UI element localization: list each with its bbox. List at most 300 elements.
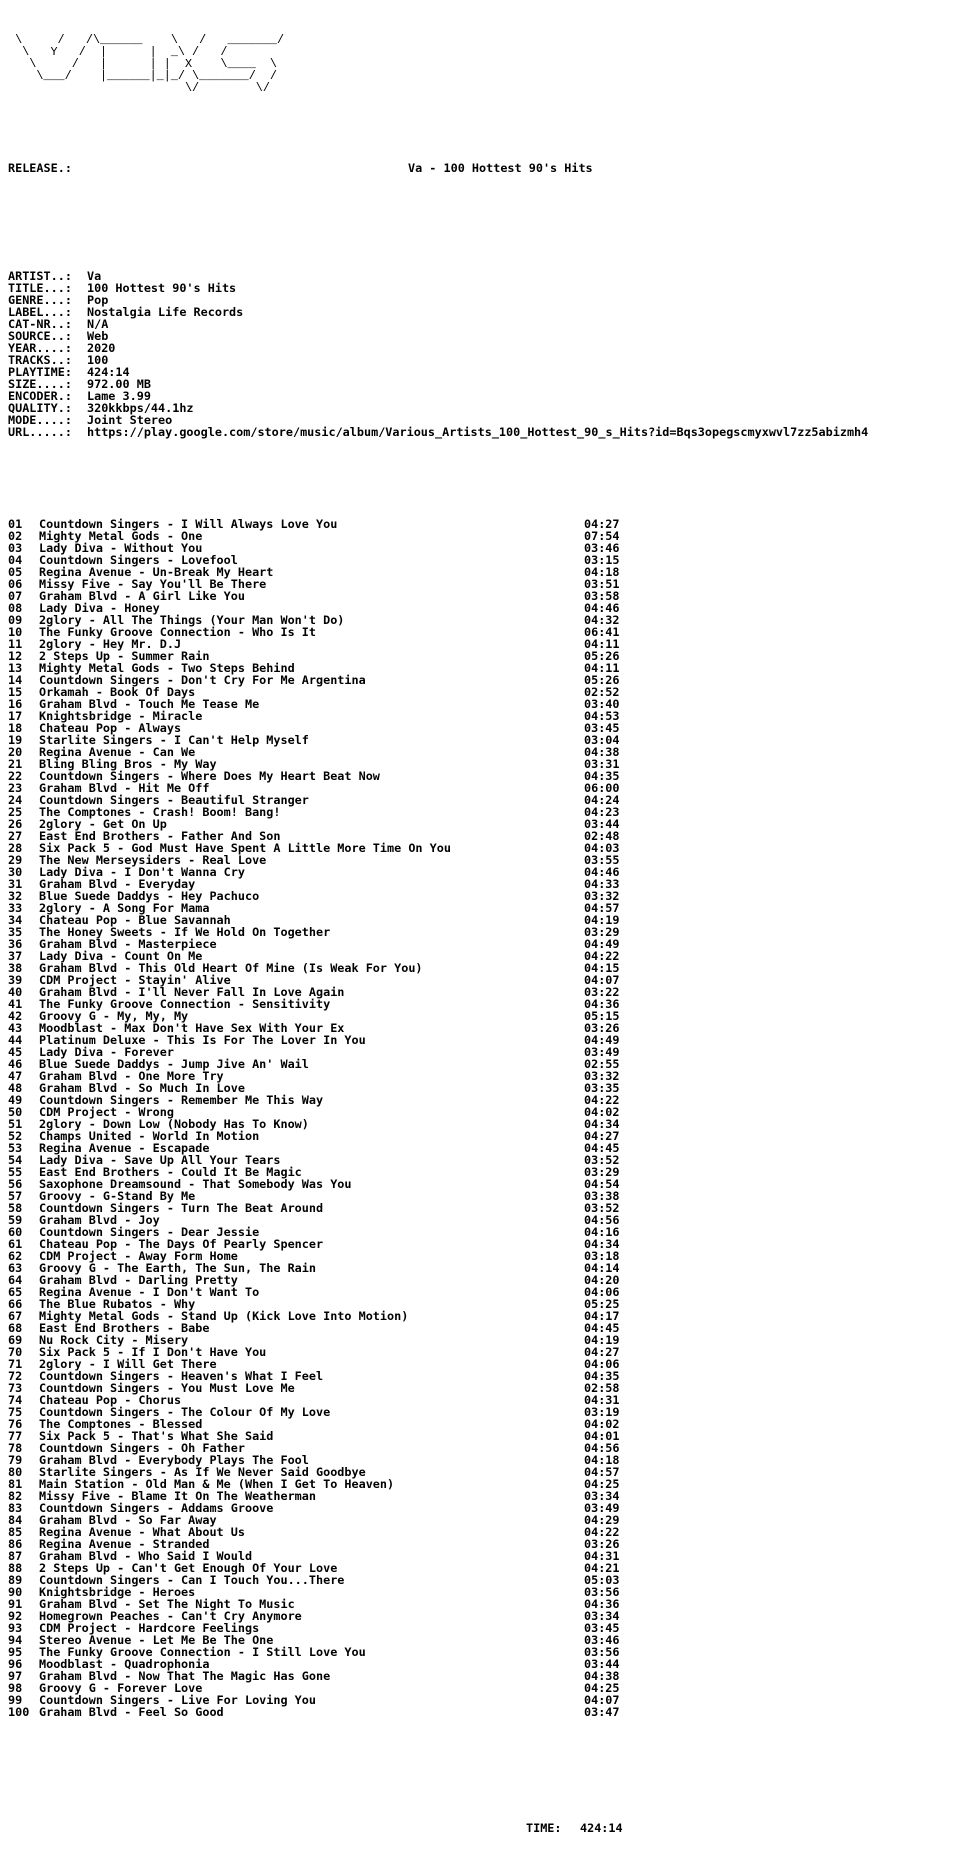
track-number: 08 xyxy=(8,601,23,615)
info-label: ENCODER.: xyxy=(8,389,72,403)
track-number: 29 xyxy=(8,853,23,867)
info-value: 100 xyxy=(87,353,109,367)
info-label: PLAYTIME: xyxy=(8,365,72,379)
track-title: Graham Blvd - I'll Never Fall In Love Again xyxy=(39,985,345,999)
track-duration: 04:01 xyxy=(584,1429,620,1443)
track-title: Countdown Singers - I Will Always Love You xyxy=(39,517,338,531)
info-row xyxy=(8,426,968,438)
track-number: 85 xyxy=(8,1525,23,1539)
track-duration: 02:55 xyxy=(584,1057,620,1071)
track-duration: 03:34 xyxy=(584,1609,620,1623)
track-number: 77 xyxy=(8,1429,23,1443)
track-duration: 06:41 xyxy=(584,625,620,639)
track-duration: 04:23 xyxy=(584,805,620,819)
info-row xyxy=(8,306,968,318)
track-duration: 05:26 xyxy=(584,673,620,687)
track-duration: 04:57 xyxy=(584,901,620,915)
track-title: Graham Blvd - A Girl Like You xyxy=(39,589,245,603)
track-duration: 04:19 xyxy=(584,1333,620,1347)
track-duration: 04:33 xyxy=(584,877,620,891)
total-time-value: 424:14 xyxy=(580,1821,623,1835)
track-number: 59 xyxy=(8,1213,23,1227)
track-duration: 03:45 xyxy=(584,1621,620,1635)
track-number: 53 xyxy=(8,1141,23,1155)
track-title: Countdown Singers - Beautiful Stranger xyxy=(39,793,309,807)
info-row xyxy=(8,342,968,354)
track-number: 72 xyxy=(8,1369,23,1383)
track-title: Chateau Pop - Chorus xyxy=(39,1393,182,1407)
track-duration: 04:03 xyxy=(584,841,620,855)
track-number: 86 xyxy=(8,1537,23,1551)
info-value: Pop xyxy=(87,293,109,307)
track-duration: 04:20 xyxy=(584,1273,620,1287)
track-duration: 03:49 xyxy=(584,1045,620,1059)
track-title: Bling Bling Bros - My Way xyxy=(39,757,217,771)
track-title: Six Pack 5 - That's What She Said xyxy=(39,1429,274,1443)
track-title: Graham Blvd - Who Said I Would xyxy=(39,1549,253,1563)
track-number: 79 xyxy=(8,1453,23,1467)
track-number: 19 xyxy=(8,733,23,747)
track-title: Orkamah - Book Of Days xyxy=(39,685,196,699)
track-number: 13 xyxy=(8,661,23,675)
track-title: Graham Blvd - Masterpiece xyxy=(39,937,217,951)
info-label: YEAR....: xyxy=(8,341,72,355)
track-duration: 03:47 xyxy=(584,1705,620,1719)
track-duration: 04:46 xyxy=(584,601,620,615)
track-title: Graham Blvd - One More Try xyxy=(39,1069,224,1083)
ascii-logo: \ / /\______ \ / _______/ \ Y / | | _\ / / \ / | | | X \____ \ \___/ |______|_|_/ \_______/ / \/ \/ xyxy=(15,34,285,94)
track-duration: 04:17 xyxy=(584,1309,620,1323)
track-title: Countdown Singers - Remember Me This Way xyxy=(39,1093,324,1107)
track-duration: 05:26 xyxy=(584,649,620,663)
track-duration: 04:36 xyxy=(584,997,620,1011)
track-title: Saxophone Dreamsound - That Somebody Was You xyxy=(39,1177,352,1191)
track-duration: 04:07 xyxy=(584,973,620,987)
total-time-line xyxy=(8,1822,968,1834)
track-title: The Blue Rubatos - Why xyxy=(39,1297,196,1311)
track-duration: 03:44 xyxy=(584,1657,620,1671)
release-label: RELEASE.: xyxy=(8,161,72,175)
track-duration: 03:38 xyxy=(584,1189,620,1203)
track-title: Countdown Singers - Heaven's What I Feel xyxy=(39,1369,324,1383)
track-duration: 04:35 xyxy=(584,769,620,783)
track-duration: 04:11 xyxy=(584,637,620,651)
track-duration: 03:18 xyxy=(584,1249,620,1263)
track-duration: 03:34 xyxy=(584,1489,620,1503)
track-duration: 02:52 xyxy=(584,685,620,699)
track-number: 49 xyxy=(8,1093,23,1107)
track-number: 74 xyxy=(8,1393,23,1407)
track-title: Regina Avenue - What About Us xyxy=(39,1525,245,1539)
track-number: 66 xyxy=(8,1297,23,1311)
track-number: 03 xyxy=(8,541,23,555)
track-title: Groovy G - My, My, My xyxy=(39,1009,189,1023)
track-title: Six Pack 5 - God Must Have Spent A Little More Time On You xyxy=(39,841,451,855)
info-row xyxy=(8,330,968,342)
track-duration: 04:15 xyxy=(584,961,620,975)
track-title: Regina Avenue - Stranded xyxy=(39,1537,210,1551)
track-title: Knightsbridge - Miracle xyxy=(39,709,203,723)
track-duration: 03:32 xyxy=(584,889,620,903)
track-number: 75 xyxy=(8,1405,23,1419)
track-title: 2glory - Hey Mr. D.J xyxy=(39,637,182,651)
track-title: Graham Blvd - Joy xyxy=(39,1213,160,1227)
track-duration: 04:27 xyxy=(584,517,620,531)
track-duration: 04:29 xyxy=(584,1513,620,1527)
track-duration: 05:15 xyxy=(584,1009,620,1023)
track-duration: 03:56 xyxy=(584,1585,620,1599)
track-title: 2glory - Get On Up xyxy=(39,817,167,831)
info-value: N/A xyxy=(87,317,109,331)
track-duration: 04:45 xyxy=(584,1321,620,1335)
track-number: 46 xyxy=(8,1057,23,1071)
track-title: Starlite Singers - As If We Never Said Goodbye xyxy=(39,1465,366,1479)
info-value: Va xyxy=(87,269,102,283)
track-title: Champs United - World In Motion xyxy=(39,1129,260,1143)
track-number: 69 xyxy=(8,1333,23,1347)
track-duration: 02:48 xyxy=(584,829,620,843)
info-label: LABEL...: xyxy=(8,305,72,319)
track-title: The New Merseysiders - Real Love xyxy=(39,853,267,867)
track-title: East End Brothers - Father And Son xyxy=(39,829,281,843)
track-number: 33 xyxy=(8,901,23,915)
info-row xyxy=(8,366,968,378)
track-duration: 04:38 xyxy=(584,1669,620,1683)
track-title: Countdown Singers - Live For Loving You xyxy=(39,1693,316,1707)
track-title: 2glory - All The Things (Your Man Won't Do) xyxy=(39,613,345,627)
track-number: 50 xyxy=(8,1105,23,1119)
track-title: Groovy G - The Earth, The Sun, The Rain xyxy=(39,1261,316,1275)
track-title: 2 Steps Up - Summer Rain xyxy=(39,649,210,663)
track-duration: 04:25 xyxy=(584,1681,620,1695)
track-title: The Funky Groove Connection - I Still Love You xyxy=(39,1645,366,1659)
info-row xyxy=(8,282,968,294)
track-number: 55 xyxy=(8,1165,23,1179)
track-title: 2 Steps Up - Can't Get Enough Of Your Love xyxy=(39,1561,338,1575)
track-number: 07 xyxy=(8,589,23,603)
track-duration: 03:04 xyxy=(584,733,620,747)
track-title: Chateau Pop - Blue Savannah xyxy=(39,913,231,927)
track-duration: 03:52 xyxy=(584,1201,620,1215)
info-label: QUALITY.: xyxy=(8,401,72,415)
track-title: Graham Blvd - Everybody Plays The Fool xyxy=(39,1453,309,1467)
track-title: Graham Blvd - Feel So Good xyxy=(39,1705,224,1719)
track-duration: 02:58 xyxy=(584,1381,620,1395)
track-title: Moodblast - Max Don't Have Sex With Your Ex xyxy=(39,1021,345,1035)
track-title: Lady Diva - Save Up All Your Tears xyxy=(39,1153,281,1167)
track-duration: 04:54 xyxy=(584,1177,620,1191)
track-title: Starlite Singers - I Can't Help Myself xyxy=(39,733,309,747)
track-title: Missy Five - Say You'll Be There xyxy=(39,577,267,591)
track-duration: 03:44 xyxy=(584,817,620,831)
track-duration: 03:45 xyxy=(584,721,620,735)
info-row xyxy=(8,378,968,390)
track-duration: 04:45 xyxy=(584,1141,620,1155)
track-duration: 04:22 xyxy=(584,1525,620,1539)
info-value: 2020 xyxy=(87,341,116,355)
track-list xyxy=(8,518,968,1718)
track-duration: 06:00 xyxy=(584,781,620,795)
track-number: 35 xyxy=(8,925,23,939)
track-number: 16 xyxy=(8,697,23,711)
track-number: 37 xyxy=(8,949,23,963)
track-title: Chateau Pop - The Days Of Pearly Spencer xyxy=(39,1237,324,1251)
track-duration: 04:07 xyxy=(584,1693,620,1707)
track-duration: 03:32 xyxy=(584,1069,620,1083)
track-number: 06 xyxy=(8,577,23,591)
track-duration: 05:03 xyxy=(584,1573,620,1587)
info-value: 100 Hottest 90's Hits xyxy=(87,281,237,295)
track-title: Moodblast - Quadrophonia xyxy=(39,1657,210,1671)
track-number: 32 xyxy=(8,889,23,903)
track-duration: 04:56 xyxy=(584,1213,620,1227)
track-title: Platinum Deluxe - This Is For The Lover In You xyxy=(39,1033,366,1047)
track-duration: 04:16 xyxy=(584,1225,620,1239)
track-number: 98 xyxy=(8,1681,23,1695)
track-duration: 03:49 xyxy=(584,1501,620,1515)
track-title: Nu Rock City - Misery xyxy=(39,1333,189,1347)
track-number: 63 xyxy=(8,1261,23,1275)
track-duration: 04:18 xyxy=(584,1453,620,1467)
track-title: Graham Blvd - Everyday xyxy=(39,877,196,891)
track-duration: 04:57 xyxy=(584,1465,620,1479)
track-duration: 05:25 xyxy=(584,1297,620,1311)
info-label: SIZE....: xyxy=(8,377,72,391)
release-info xyxy=(8,270,968,438)
track-title: The Comptones - Blessed xyxy=(39,1417,203,1431)
info-value: https://play.google.com/store/music/album/Various_Artists_100_Hottest_90_s_Hits?id=Bqs3opegscmyxwvl7zz5abizmh4 xyxy=(87,425,869,439)
track-number: 28 xyxy=(8,841,23,855)
track-number: 30 xyxy=(8,865,23,879)
track-title: Knightsbridge - Heroes xyxy=(39,1585,196,1599)
track-number: 42 xyxy=(8,1009,23,1023)
track-number: 93 xyxy=(8,1621,23,1635)
track-number: 34 xyxy=(8,913,23,927)
track-duration: 03:26 xyxy=(584,1021,620,1035)
track-number: 65 xyxy=(8,1285,23,1299)
track-number: 15 xyxy=(8,685,23,699)
track-title: Mighty Metal Gods - One xyxy=(39,529,203,543)
track-number: 25 xyxy=(8,805,23,819)
track-title: Graham Blvd - Touch Me Tease Me xyxy=(39,697,260,711)
track-title: Lady Diva - Forever xyxy=(39,1045,174,1059)
track-number: 92 xyxy=(8,1609,23,1623)
track-duration: 03:19 xyxy=(584,1405,620,1419)
info-row xyxy=(8,318,968,330)
track-title: 2glory - A Song For Mama xyxy=(39,901,210,915)
track-duration: 04:31 xyxy=(584,1393,620,1407)
track-duration: 03:26 xyxy=(584,1537,620,1551)
info-label: SOURCE..: xyxy=(8,329,72,343)
track-number: 11 xyxy=(8,637,23,651)
track-number: 84 xyxy=(8,1513,23,1527)
track-number: 38 xyxy=(8,961,23,975)
track-title: Graham Blvd - So Far Away xyxy=(39,1513,217,1527)
track-number: 24 xyxy=(8,793,23,807)
track-number: 99 xyxy=(8,1693,23,1707)
track-duration: 04:27 xyxy=(584,1129,620,1143)
track-title: Groovy - G-Stand By Me xyxy=(39,1189,196,1203)
info-value: Web xyxy=(87,329,109,343)
info-label: TRACKS..: xyxy=(8,353,72,367)
info-label: TITLE...: xyxy=(8,281,72,295)
track-number: 14 xyxy=(8,673,23,687)
track-duration: 03:31 xyxy=(584,757,620,771)
track-title: Graham Blvd - Set The Night To Music xyxy=(39,1597,295,1611)
track-number: 83 xyxy=(8,1501,23,1515)
track-title: Six Pack 5 - If I Don't Have You xyxy=(39,1345,267,1359)
track-title: Regina Avenue - Escapade xyxy=(39,1141,210,1155)
release-value: Va - 100 Hottest 90's Hits xyxy=(408,161,593,175)
track-number: 56 xyxy=(8,1177,23,1191)
track-title: Graham Blvd - This Old Heart Of Mine (Is Weak For You) xyxy=(39,961,423,975)
track-duration: 03:56 xyxy=(584,1645,620,1659)
track-duration: 04:34 xyxy=(584,1117,620,1131)
track-number: 22 xyxy=(8,769,23,783)
track-number: 31 xyxy=(8,877,23,891)
track-duration: 04:49 xyxy=(584,1033,620,1047)
track-number: 47 xyxy=(8,1069,23,1083)
track-duration: 03:52 xyxy=(584,1153,620,1167)
track-title: Countdown Singers - The Colour Of My Love xyxy=(39,1405,331,1419)
track-number: 64 xyxy=(8,1273,23,1287)
track-number: 05 xyxy=(8,565,23,579)
track-duration: 04:21 xyxy=(584,1561,620,1575)
track-title: Regina Avenue - I Don't Want To xyxy=(39,1285,260,1299)
info-value: Joint Stereo xyxy=(87,413,173,427)
track-duration: 04:38 xyxy=(584,745,620,759)
track-title: CDM Project - Wrong xyxy=(39,1105,174,1119)
track-title: East End Brothers - Babe xyxy=(39,1321,210,1335)
track-duration: 03:58 xyxy=(584,589,620,603)
track-duration: 03:40 xyxy=(584,697,620,711)
track-number: 27 xyxy=(8,829,23,843)
track-duration: 03:29 xyxy=(584,1165,620,1179)
track-duration: 07:54 xyxy=(584,529,620,543)
track-title: East End Brothers - Could It Be Magic xyxy=(39,1165,302,1179)
track-number: 97 xyxy=(8,1669,23,1683)
track-title: Blue Suede Daddys - Jump Jive An' Wail xyxy=(39,1057,309,1071)
track-duration: 04:06 xyxy=(584,1285,620,1299)
info-label: URL.....: xyxy=(8,425,72,439)
info-value: Nostalgia Life Records xyxy=(87,305,244,319)
info-value: 972.00 MB xyxy=(87,377,151,391)
track-duration: 04:46 xyxy=(584,865,620,879)
track-title: The Funky Groove Connection - Who Is It xyxy=(39,625,316,639)
track-title: Groovy G - Forever Love xyxy=(39,1681,203,1695)
track-title: Chateau Pop - Always xyxy=(39,721,182,735)
track-duration: 04:31 xyxy=(584,1549,620,1563)
track-duration: 04:11 xyxy=(584,661,620,675)
track-number: 95 xyxy=(8,1645,23,1659)
track-number: 71 xyxy=(8,1357,23,1371)
track-number: 09 xyxy=(8,613,23,627)
track-number: 58 xyxy=(8,1201,23,1215)
info-label: GENRE...: xyxy=(8,293,72,307)
track-number: 21 xyxy=(8,757,23,771)
info-label: CAT-NR..: xyxy=(8,317,72,331)
track-title: The Honey Sweets - If We Hold On Together xyxy=(39,925,331,939)
track-title: Countdown Singers - Oh Father xyxy=(39,1441,245,1455)
track-title: Missy Five - Blame It On The Weatherman xyxy=(39,1489,316,1503)
track-number: 90 xyxy=(8,1585,23,1599)
track-duration: 04:06 xyxy=(584,1357,620,1371)
track-title: Stereo Avenue - Let Me Be The One xyxy=(39,1633,274,1647)
track-duration: 04:18 xyxy=(584,565,620,579)
track-title: Graham Blvd - So Much In Love xyxy=(39,1081,245,1095)
track-duration: 04:25 xyxy=(584,1477,620,1491)
track-duration: 04:02 xyxy=(584,1417,620,1431)
track-title: Mighty Metal Gods - Stand Up (Kick Love Into Motion) xyxy=(39,1309,409,1323)
release-line xyxy=(8,162,968,174)
track-number: 61 xyxy=(8,1237,23,1251)
track-duration: 03:22 xyxy=(584,985,620,999)
track-number: 44 xyxy=(8,1033,23,1047)
track-title: Homegrown Peaches - Can't Cry Anymore xyxy=(39,1609,302,1623)
track-duration: 04:34 xyxy=(584,1237,620,1251)
track-number: 68 xyxy=(8,1321,23,1335)
track-number: 36 xyxy=(8,937,23,951)
track-number: 60 xyxy=(8,1225,23,1239)
track-number: 45 xyxy=(8,1045,23,1059)
track-title: Countdown Singers - You Must Love Me xyxy=(39,1381,295,1395)
track-number: 94 xyxy=(8,1633,23,1647)
track-number: 10 xyxy=(8,625,23,639)
track-number: 51 xyxy=(8,1117,23,1131)
track-title: Main Station - Old Man & Me (When I Get To Heaven) xyxy=(39,1477,395,1491)
track-number: 76 xyxy=(8,1417,23,1431)
track-title: 2glory - Down Low (Nobody Has To Know) xyxy=(39,1117,309,1131)
track-number: 80 xyxy=(8,1465,23,1479)
track-number: 82 xyxy=(8,1489,23,1503)
track-number: 87 xyxy=(8,1549,23,1563)
track-title: Regina Avenue - Un-Break My Heart xyxy=(39,565,274,579)
track-duration: 04:27 xyxy=(584,1345,620,1359)
track-number: 20 xyxy=(8,745,23,759)
track-duration: 03:55 xyxy=(584,853,620,867)
track-duration: 04:14 xyxy=(584,1261,620,1275)
track-row xyxy=(8,1706,968,1718)
info-value: 424:14 xyxy=(87,365,130,379)
info-value: Lame 3.99 xyxy=(87,389,151,403)
track-title: Blue Suede Daddys - Hey Pachuco xyxy=(39,889,260,903)
track-title: CDM Project - Hardcore Feelings xyxy=(39,1621,260,1635)
nfo-document xyxy=(8,10,968,1846)
track-duration: 04:56 xyxy=(584,1441,620,1455)
track-title: Countdown Singers - Where Does My Heart Beat Now xyxy=(39,769,380,783)
track-number: 18 xyxy=(8,721,23,735)
track-number: 78 xyxy=(8,1441,23,1455)
track-number: 40 xyxy=(8,985,23,999)
track-number: 67 xyxy=(8,1309,23,1323)
track-duration: 04:32 xyxy=(584,613,620,627)
track-number: 23 xyxy=(8,781,23,795)
track-duration: 03:29 xyxy=(584,925,620,939)
track-duration: 04:22 xyxy=(584,1093,620,1107)
track-title: Countdown Singers - Addams Groove xyxy=(39,1501,274,1515)
track-title: Graham Blvd - Now That The Magic Has Gone xyxy=(39,1669,331,1683)
track-title: Countdown Singers - Lovefool xyxy=(39,553,238,567)
track-duration: 04:49 xyxy=(584,937,620,951)
total-time-label: TIME: xyxy=(526,1821,562,1835)
track-title: Countdown Singers - Don't Cry For Me Argentina xyxy=(39,673,366,687)
track-number: 43 xyxy=(8,1021,23,1035)
track-number: 96 xyxy=(8,1657,23,1671)
track-title: 2glory - I Will Get There xyxy=(39,1357,217,1371)
track-number: 81 xyxy=(8,1477,23,1491)
track-number: 02 xyxy=(8,529,23,543)
track-title: Graham Blvd - Hit Me Off xyxy=(39,781,210,795)
